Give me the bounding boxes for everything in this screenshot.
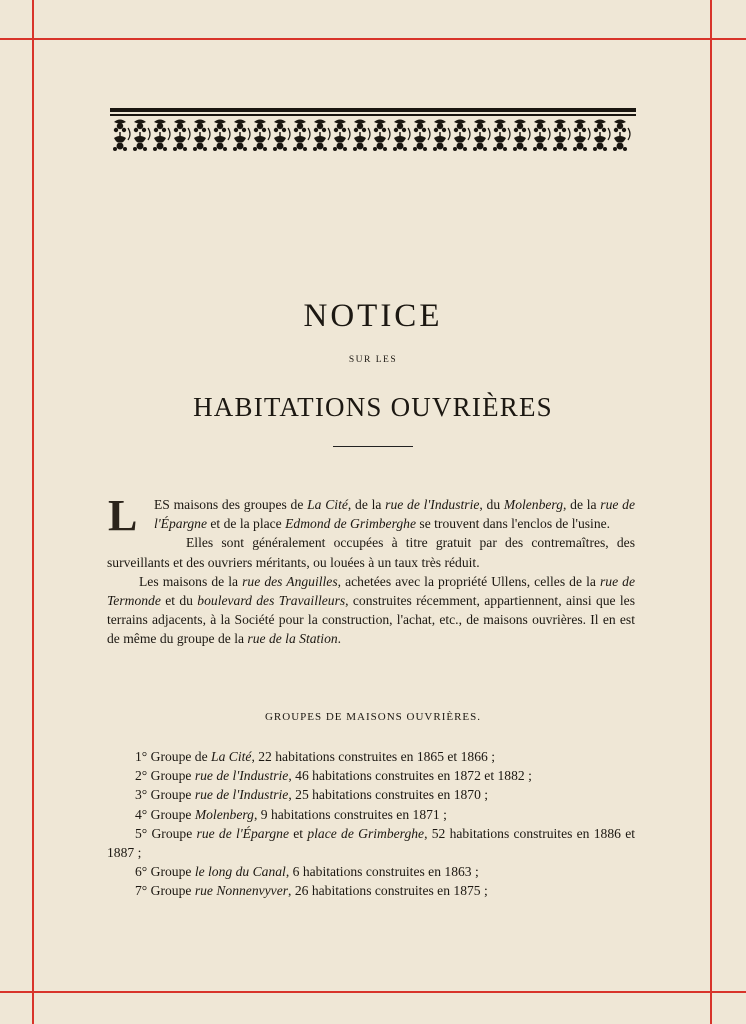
paragraph-3: Les maisons de la rue des Anguilles, achetées avec la propriété Ullens, celles de la rue de Termonde et du boulevard des Travailleurs, construites récemment, appartiennent, ainsi que les terrains adjacents, à la Société pour la construction, l'achat, etc., de maisons ouvrières. Il en est de même du groupe de la rue de la Station. — [107, 573, 636, 647]
body-text — [107, 491, 636, 649]
groups-list — [107, 747, 635, 901]
list-item: 3° Groupe rue de l'Industrie, 25 habitations construites en 1870 ; — [135, 787, 489, 803]
page-title: NOTICE — [303, 298, 443, 334]
frame-rule-left — [32, 0, 34, 1024]
frame-rule-right — [710, 0, 712, 1024]
paragraph-1: L ES maisons des groupes de La Cité, de la rue de l'Industrie, du Molenberg, de la rue de l'Épargne et de la place Edmond de Grimberghe se trouvent dans l'enclos de l'usine. — [108, 491, 635, 540]
frame-rule-bottom — [0, 991, 746, 993]
groups-title: GROUPES DE MAISONS OUVRIÈRES. — [264, 711, 482, 723]
list-item: 7° Groupe rue Nonnenvyver, 26 habitations construites en 1875 ; — [135, 883, 488, 899]
paragraph-2: Elles sont généralement occupées à titre gratuit par des contremaîtres, des surveillants et des ouvriers méritants, ou louées à un taux très réduit. — [107, 535, 635, 570]
list-item: 5° Groupe rue de l'Épargne et place de Grimberghe, 52 habitations construites en 1886 et 1887 ; — [107, 825, 635, 861]
frame-rule-top — [0, 38, 746, 40]
list-item: 6° Groupe le long du Canal, 6 habitations construites en 1863 ; — [135, 864, 479, 880]
dropcap: L — [108, 491, 138, 540]
header-ornament — [110, 108, 636, 154]
floral-border-icon — [110, 118, 636, 154]
page-heading: HABITATIONS OUVRIÈRES — [193, 392, 553, 422]
list-item: 1° Groupe de La Cité, 22 habitations construites en 1865 et 1866 ; — [135, 749, 495, 764]
list-item: 4° Groupe Molenberg, 9 habitations construites en 1871 ; — [135, 806, 447, 822]
page-subtitle: SUR LES — [348, 355, 398, 365]
title-separator — [333, 446, 413, 447]
list-item: 2° Groupe rue de l'Industrie, 46 habitations construites en 1872 et 1882 ; — [135, 768, 532, 784]
